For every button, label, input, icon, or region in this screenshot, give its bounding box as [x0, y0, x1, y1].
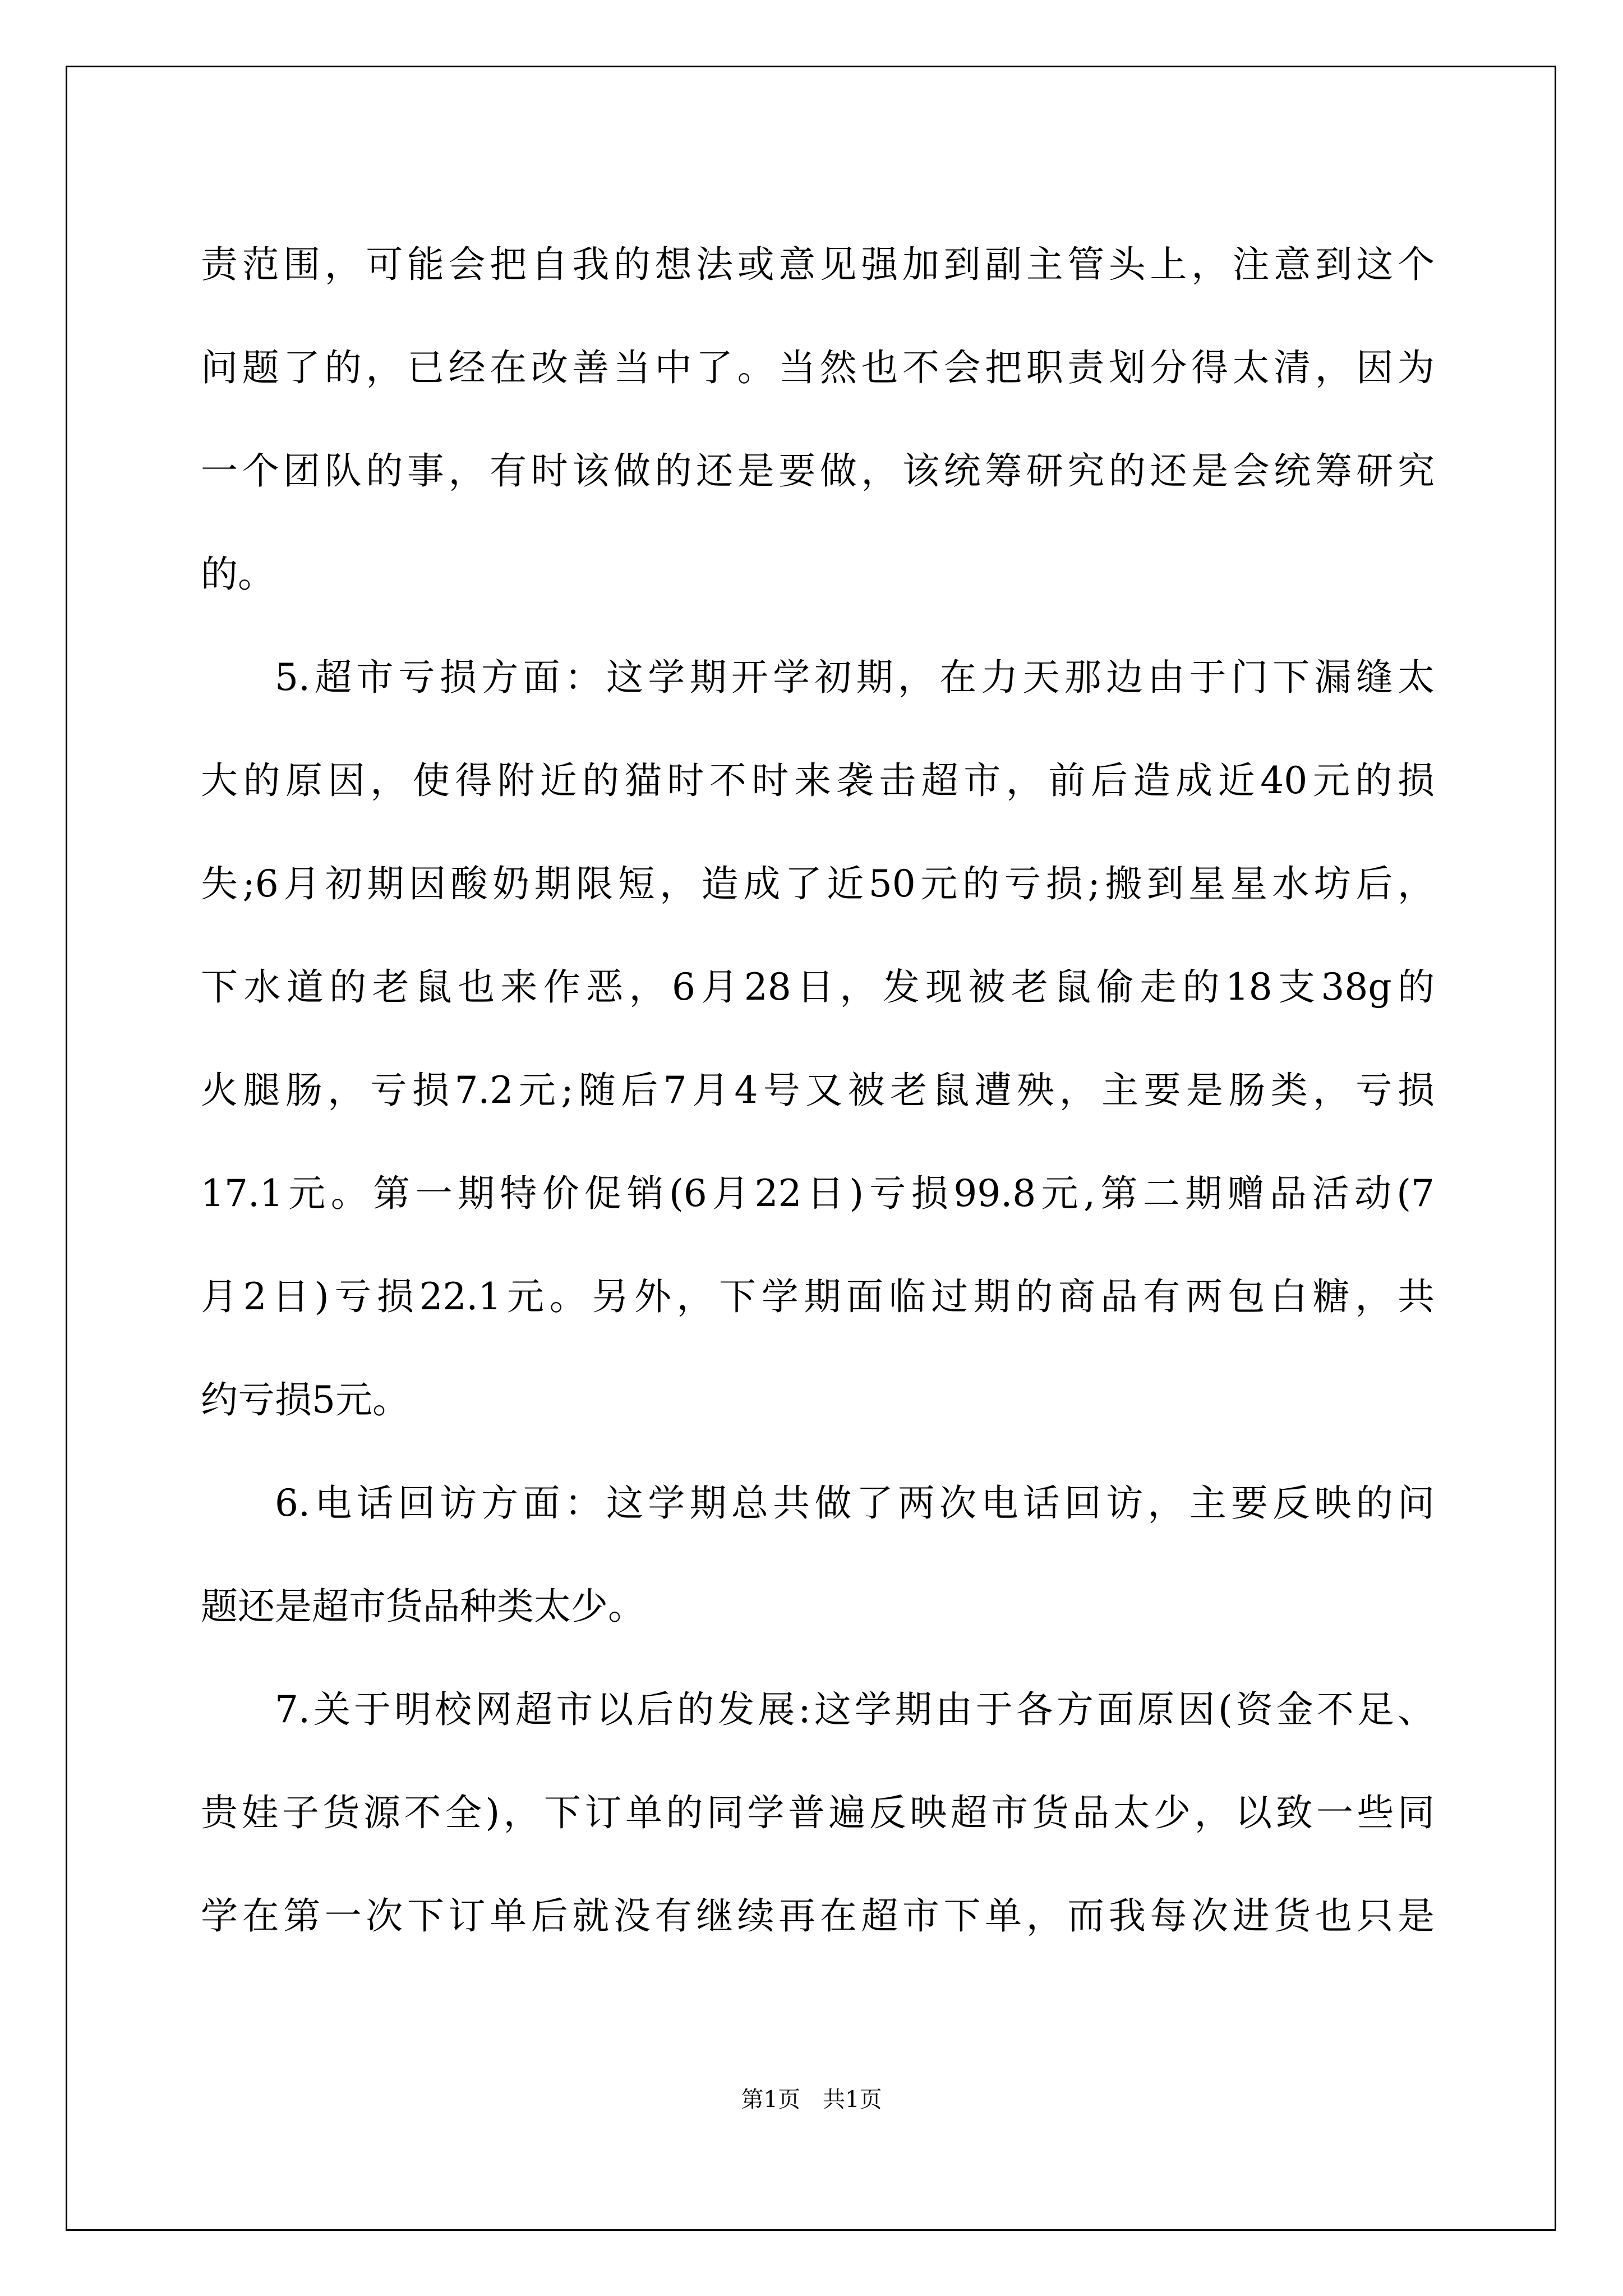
text-line: 7.关于明校网超市以后的发展:这学期由于各方面原因(资金不足、	[275, 1688, 1435, 1731]
text-line: 问题了的，已经在改善当中了。当然也不会把职责划分得太清，因为	[201, 346, 1435, 389]
text-line: 贵娃子货源不全)，下订单的同学普遍反映超市货品太少，以致一些同	[201, 1791, 1435, 1834]
text-line: 17.1元。第一期特价促销(6月22日)亏损99.8元,第二期赠品活动(7	[201, 1172, 1435, 1215]
text-line: 大的原因，使得附近的猫时不时来袭击超市，前后造成近40元的损	[201, 759, 1435, 802]
text-line: 下水道的老鼠也来作恶，6月28日，发现被老鼠偷走的18支38g的	[201, 965, 1435, 1009]
text-line: 题还是超市货品种类太少。	[201, 1585, 645, 1628]
text-line: 责范围，可能会把自我的想法或意见强加到副主管头上，注意到这个	[201, 243, 1435, 286]
text-line: 一个团队的事，有时该做的还是要做，该统筹研究的还是会统筹研究	[201, 449, 1435, 493]
text-line: 的。	[201, 553, 275, 596]
document-body	[201, 213, 1435, 1968]
text-line: 火腿肠，亏损7.2元;随后7月4号又被老鼠遭殃，主要是肠类，亏损	[201, 1069, 1435, 1112]
text-line: 失;6月初期因酸奶期限短，造成了近50元的亏损;搬到星星水坊后，	[201, 862, 1435, 905]
text-line: 6.电话回访方面：这学期总共做了两次电话回访，主要反映的问	[275, 1481, 1435, 1525]
text-line: 学在第一次下订单后就没有继续再在超市下单，而我每次进货也只是	[201, 1894, 1435, 1938]
text-line: 月2日)亏损22.1元。另外，下学期面临过期的商品有两包白糖，共	[201, 1275, 1435, 1318]
page-footer: 第1页 共1页	[741, 2087, 882, 2113]
text-line: 5.超市亏损方面：这学期开学初期，在力天那边由于门下漏缝太	[275, 656, 1435, 699]
text-line: 约亏损5元。	[201, 1378, 409, 1421]
